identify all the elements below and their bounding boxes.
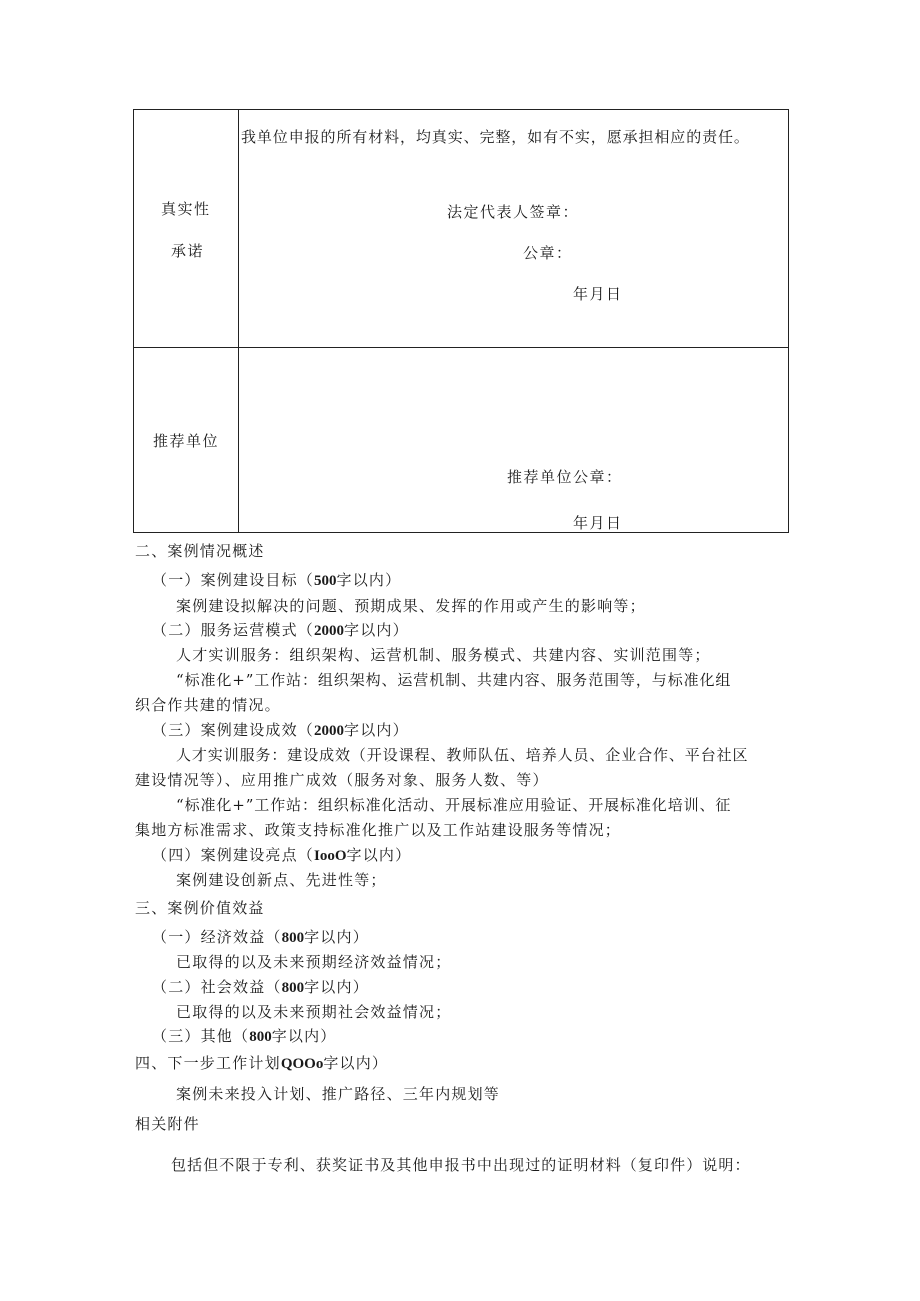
section3-sub2-heading	[152, 977, 369, 998]
heading-suffix: 字以内）	[344, 621, 409, 639]
table-border-top	[133, 109, 789, 110]
section3-sub1-heading	[152, 927, 369, 948]
heading-suffix: 字以内）	[323, 1054, 389, 1072]
recommending-unit-seal-label: 推荐单位公章：	[507, 468, 623, 486]
section2-sub3-desc2-line2: 集地方标准需求、政策支持标准化推广以及工作站建设服务等情况；	[135, 821, 622, 839]
attachments-desc: 包括但不限于专利、获奖证书及其他申报书中出现过的证明材料（复印件）说明：	[171, 1156, 751, 1174]
char-limit: 2000	[314, 623, 345, 639]
section2-sub4-desc: 案例建设创新点、先进性等；	[176, 871, 387, 889]
heading-prefix: （一）经济效益（	[152, 928, 282, 946]
section3-sub2-desc: 已取得的以及未来预期社会效益情况；	[176, 1003, 452, 1021]
section2-sub2-desc2-line1: “标准化+”工作站：组织架构、运营机制、共建内容、服务范围等，与标准化组	[176, 671, 732, 689]
declaration-table	[133, 109, 789, 533]
section3-sub1-desc: 已取得的以及未来预期经济效益情况；	[176, 953, 452, 971]
heading-prefix: （三）案例建设成效（	[152, 721, 315, 739]
char-limit: 800	[281, 980, 305, 996]
section2-sub3-desc1-line1: 人才实训服务：建设成效（开设课程、教师队伍、培养人员、企业合作、平台社区	[176, 746, 749, 764]
section3-sub3-heading	[152, 1026, 337, 1047]
char-limit: IooO	[314, 848, 347, 864]
section2-sub3-heading	[152, 720, 409, 741]
heading-suffix: 字以内）	[304, 978, 369, 996]
heading-suffix: 字以内）	[336, 571, 402, 589]
section2-sub2-heading	[152, 620, 409, 641]
heading-prefix: （四）案例建设亮点（	[152, 846, 315, 864]
heading-prefix: （二）社会效益（	[152, 978, 282, 996]
section2-sub1-desc: 案例建设拟解决的问题、预期成果、发挥的作用或产生的影响等；	[176, 597, 646, 615]
heading-suffix: 字以内）	[346, 846, 412, 864]
char-limit: 500	[314, 573, 337, 589]
table-border-bottom	[133, 532, 789, 533]
table-border-left	[133, 109, 134, 533]
section2-sub3-desc2-line1: “标准化+”工作站：组织标准化活动、开展标准应用验证、开展标准化培训、征	[176, 796, 732, 814]
section2-sub1-heading	[152, 570, 401, 591]
section2-sub2-desc2-line2: 织合作共建的情况。	[135, 696, 281, 714]
section2-sub2-desc1: 人才实训服务：组织架构、运营机制、服务模式、共建内容、实训范围等；	[176, 646, 711, 664]
table-column-divider	[238, 109, 239, 533]
attachments-title: 相关附件	[135, 1115, 200, 1133]
section2-sub4-heading	[152, 845, 411, 866]
char-limit: 2000	[314, 723, 345, 739]
recommending-unit-label: 推荐单位	[153, 432, 220, 450]
heading-prefix: （一）案例建设目标（	[152, 571, 315, 589]
table-row-divider	[133, 347, 789, 348]
char-limit: 800	[249, 1029, 272, 1045]
section4-title	[135, 1053, 388, 1074]
heading-prefix: 四、下一步工作计划	[135, 1054, 281, 1072]
section2-sub3-desc1-line2: 建设情况等）、应用推广成效（服务对象、服务人数、等）	[135, 771, 549, 789]
date-label-row2: 年月日	[573, 514, 623, 532]
heading-suffix: 字以内）	[344, 721, 409, 739]
authenticity-statement: 我单位申报的所有材料，均真实、完整，如有不实，愿承担相应的责任。	[241, 128, 750, 146]
authenticity-label-line2: 承诺	[171, 242, 205, 260]
heading-prefix: （二）服务运营模式（	[152, 621, 315, 639]
heading-suffix: 字以内）	[271, 1027, 337, 1045]
char-limit: QOOo	[280, 1056, 324, 1072]
official-seal-label: 公章：	[523, 244, 573, 262]
heading-prefix: （三）其他（	[152, 1027, 250, 1045]
heading-suffix: 字以内）	[304, 928, 369, 946]
table-border-right	[788, 109, 789, 533]
section4-desc: 案例未来投入计划、推广路径、三年内规划等	[176, 1085, 501, 1103]
section3-title: 三、案例价值效益	[135, 899, 265, 917]
date-label-row1: 年月日	[573, 285, 623, 303]
char-limit: 800	[281, 930, 305, 946]
legal-representative-signature-label: 法定代表人签章：	[447, 203, 580, 221]
authenticity-label-line1: 真实性	[161, 200, 211, 218]
section2-title: 二、案例情况概述	[135, 542, 265, 560]
